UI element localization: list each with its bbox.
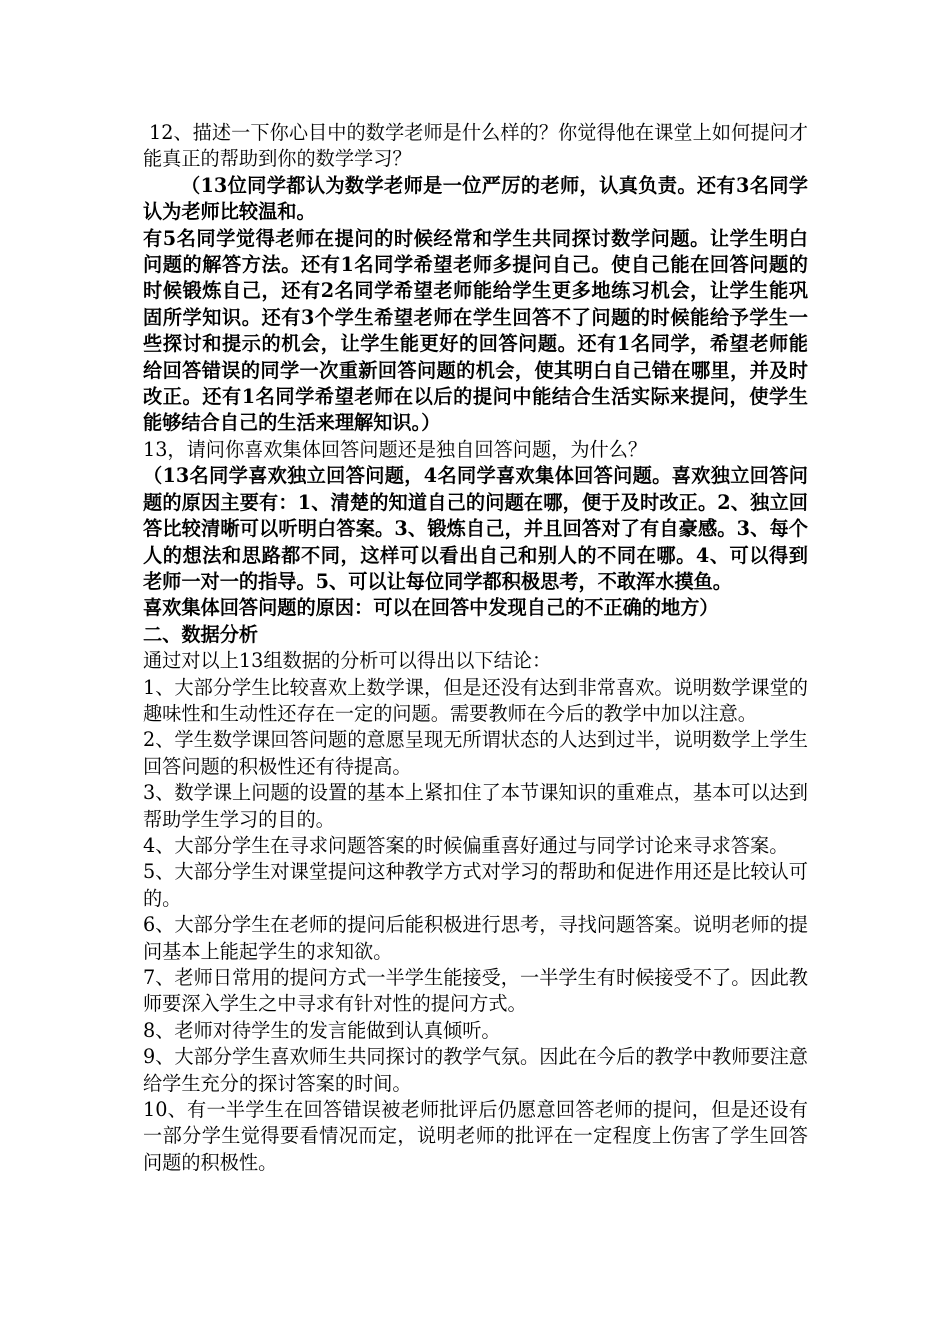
question-12: 12、描述一下你心目中的数学老师是什么样的？你觉得他在课堂上如何提问才能真正的帮助到你的数学学习？ [143,121,808,171]
conclusion-item: 7、老师日常用的提问方式一半学生能接受，一半学生有时候接受不了。因此教师要深入学生之中寻求有针对性的提问方式。 [143,966,808,1016]
analysis-intro: 通过对以上13组数据的分析可以得出以下结论： [143,649,552,673]
conclusion-item: 4、大部分学生在寻求问题答案的时候偏重喜好通过与同学讨论来寻求答案。 [143,833,789,857]
conclusion-item: 2、学生数学课回答问题的意愿呈现无所谓状态的人达到过半，说明数学上学生回答问题的积极性还有待提高。 [143,728,808,778]
answer-13-collective: 喜欢集体回答问题的原因：可以在回答中发现自己的不正确的地方） [143,596,719,620]
conclusion-item: 9、大部分学生喜欢师生共同探讨的教学气氛。因此在今后的教学中教师要注意给学生充分的探讨答案的时间。 [143,1045,808,1095]
conclusion-item: 8、老师对待学生的发言能做到认真倾听。 [143,1018,501,1042]
answer-13-independent: （13名同学喜欢独立回答问题，4名同学喜欢集体回答问题。喜欢独立回答问题的原因主要有：1、清楚的知道自己的问题在哪，便于及时改正。2、独立回答比较清晰可以听明白答案。3、锻炼自己，并且回答对了有自豪感。3、每个人的想法和思路都不同，这样可以看出自己和别人的不同在哪。4、可以得到老师一对一的指导。5、可以让每位同学都积极思考，不敢浑水摸鱼。 [143,464,808,593]
question-13: 13，请问你喜欢集体回答问题还是独自回答问题，为什么？ [143,437,648,461]
conclusion-item: 3、数学课上问题的设置的基本上紧扣住了本节课知识的重难点，基本可以达到帮助学生学习的目的。 [143,781,808,831]
section-heading-data-analysis: 二、数据分析 [143,622,259,646]
answer-12-summary: （13位同学都认为数学老师是一位严厉的老师，认真负责。还有3名同学认为老师比较温和。 [143,173,808,224]
conclusion-item: 5、大部分学生对课堂提问这种教学方式对学习的帮助和促进作用还是比较认可的。 [143,860,808,910]
conclusion-item: 10、有一半学生在回答错误被老师批评后仍愿意回答老师的提问，但是还设有一部分学生觉得要看情况而定，说明老师的批评在一定程度上伤害了学生回答问题的积极性。 [143,1098,808,1174]
document-page [143,120,808,1176]
answer-12-details: 有5名同学觉得老师在提问的时候经常和学生共同探讨数学问题。让学生明白问题的解答方法。还有1名同学希望老师多提问自己。使自己能在回答问题的时候锻炼自己，还有2名同学希望老师能给学生更多地练习机会，让学生能巩固所学知识。还有3个学生希望老师在学生回答不了问题的时候能给予学生一些探讨和提示的机会，让学生能更好的回答问题。还有1名同学，希望老师能给回答错误的同学一次重新回答问题的机会，使其明白自己错在哪里，并及时改正。还有1名同学希望老师在以后的提问中能结合生活实际来提问，使学生能够结合自己的生活来理解知识。） [143,226,808,435]
conclusion-item: 1、大部分学生比较喜欢上数学课，但是还没有达到非常喜欢。说明数学课堂的趣味性和生动性还存在一定的问题。需要教师在今后的教学中加以注意。 [143,675,808,725]
conclusion-item: 6、大部分学生在老师的提问后能积极进行思考，寻找问题答案。说明老师的提问基本上能起学生的求知欲。 [143,913,808,963]
